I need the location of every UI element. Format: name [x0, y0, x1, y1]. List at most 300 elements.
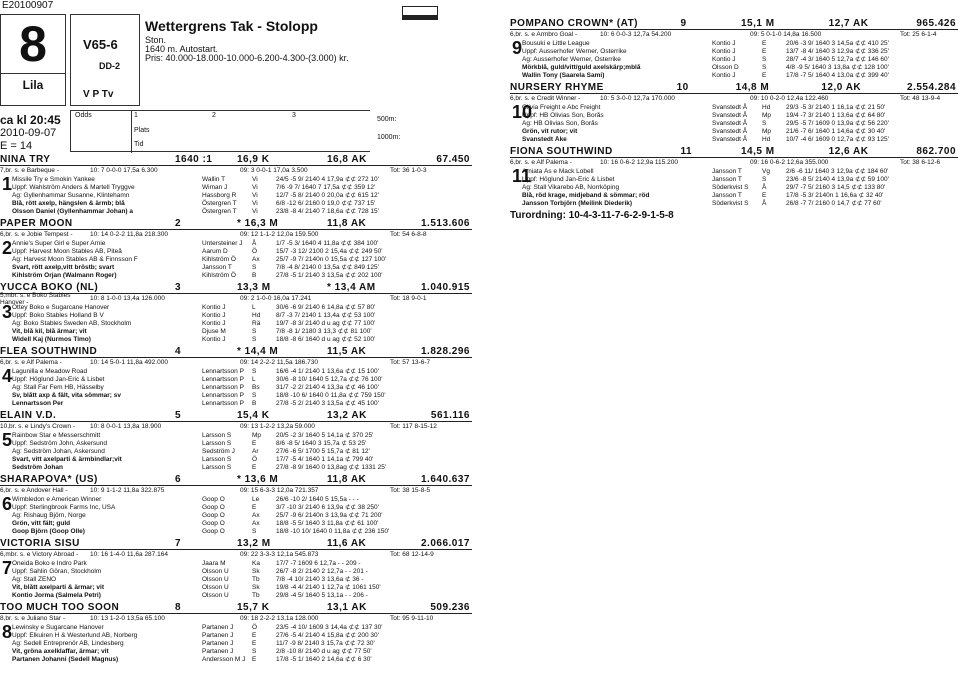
horse-lines: [522, 167, 958, 207]
row-track: S: [762, 175, 767, 183]
row-text: Äg: Stall Far Fem HB, Hässelby: [12, 383, 104, 391]
row-result: 7/8 -4 10/ 2140 3 13,6a ⊄ 36 -: [276, 576, 364, 583]
start-row: [12, 311, 472, 319]
row-text: Blå, röd krage, midjeband & sömmar; röd: [522, 191, 650, 199]
row-result: 19/7 -8 3/ 2140 d u ag ⊄⊄ 77 100': [276, 320, 376, 327]
horse-header: [510, 82, 958, 94]
start-row: [12, 247, 472, 255]
start-row: [522, 103, 958, 111]
start-row: [522, 127, 958, 135]
row-result: 19/4 -7 3/ 2140 1 13,6a ⊄⊄ 64 80': [786, 112, 886, 119]
row-result: 25/7 -9 7/ 2140n 0 15,5a ⊄⊄ 127 100': [276, 256, 387, 263]
horse-pedigree: 6,br. s. e Jobie Tempest -: [0, 231, 73, 238]
row-text: Wimbledon e American Winner: [12, 495, 102, 503]
horse-body: [0, 623, 472, 663]
row-driver: Lennartsson P: [202, 391, 244, 399]
row-result: 20/6 -3 9/ 1640 3 14,5a ⊄⊄ 410 25': [786, 40, 889, 47]
row-result: 2/8 -10 8/ 2140 d u ag ⊄⊄ 77 50': [276, 648, 372, 655]
place-col-2: 2: [212, 112, 216, 119]
horse-record-1: 14,8 M: [735, 82, 770, 93]
horse-distance: 5: [175, 410, 182, 421]
row-track: Ö: [252, 623, 258, 631]
race-line-2: 1640 m. Autostart.: [145, 44, 219, 54]
row-result: 26/8 -7 7/ 2160 0 14,7 ⊄⊄ 77 60': [786, 200, 882, 207]
horse-year-09: 09: 15 6-3-3 12,0a 721.357: [240, 487, 319, 494]
horse-year-10: 10: 7 0-0-0 17,5a 6.300: [90, 167, 158, 174]
row-track: B: [252, 271, 257, 279]
row-track: Le: [252, 495, 260, 503]
row-text: Äg: Ausserhofer Werner, Österrike: [522, 55, 621, 63]
row-driver: Sedström J: [202, 447, 235, 455]
horse-stats: [0, 614, 472, 623]
start-number: 3: [2, 302, 13, 322]
horse-record-2: 13,2 AK: [327, 410, 367, 421]
start-row: [522, 39, 958, 47]
row-result: 3/7 -10 3/ 2140 6 13,9a ⊄⊄ 38 250': [276, 504, 379, 511]
horse-name: SHARAPOVA* (US): [0, 474, 98, 485]
start-number: 2: [2, 238, 13, 258]
row-driver: Olsson D: [712, 63, 739, 71]
row-driver: Partanen J: [202, 647, 234, 655]
row-text: Vit, gröna axelklaffar, ärmar; vit: [12, 647, 109, 655]
horse-pedigree: 6,br. s. e Alf Palema -: [510, 159, 572, 166]
row-result: 6/8 -12 6/ 2160 0 19,0 ⊄⊄ 737 15': [276, 200, 376, 207]
row-track: S: [252, 327, 257, 335]
row-text: Ottey Boko e Sugarcane Hanover: [12, 303, 110, 311]
result-table: [131, 111, 371, 153]
row-driver: Kontio J: [202, 319, 226, 327]
horse-money: 67.450: [436, 154, 470, 165]
horse-lines: [12, 367, 472, 407]
row-track: Bs: [252, 383, 260, 391]
start-row: [12, 335, 472, 343]
horse-name: FLEA SOUTHWIND: [0, 346, 98, 357]
start-row: [12, 207, 472, 215]
place-col-3: 3: [292, 112, 296, 119]
horse-record-1: 15,1 M: [740, 18, 775, 29]
row-track: Mp: [762, 111, 772, 119]
row-driver: Olsson U: [202, 567, 229, 575]
horse-year-10: 10: 9 1-1-2 11,8a 322.875: [90, 487, 165, 494]
horse-distance: 7: [175, 538, 182, 549]
race-conditions: [145, 36, 349, 63]
row-result: 23/6 -8 5/ 2140 4 13,9a ⊄⊄ 59 100': [786, 176, 889, 183]
row-track: E: [762, 47, 767, 55]
row-result: 31/7 -2 2/ 2140 4 13,3a ⊄⊄ 46 100': [276, 384, 379, 391]
row-track: L: [252, 303, 256, 311]
horse-header: [0, 538, 472, 550]
horse-lines: [12, 239, 472, 279]
row-result: 7/6 -9 7/ 1640 7 17,5a ⊄⊄ 359 12': [276, 184, 376, 191]
row-track: Vi: [252, 199, 258, 207]
horse-pedigree: 6,br. s. e Armbro Goal -: [510, 31, 578, 38]
start-number: 7: [2, 558, 13, 578]
start-row: [522, 183, 958, 191]
odds-label: Odds: [75, 112, 92, 119]
row-driver: Goop O: [202, 527, 225, 535]
row-result: 19/8 -4 4/ 2140 1 12,7a ⊄ 1061 150': [276, 584, 381, 591]
start-row: [12, 391, 472, 399]
horse-year-09: 09: 18 2-2-2 13,1a 128.000: [240, 615, 319, 622]
start-row: [522, 63, 958, 71]
start-row: [522, 167, 958, 175]
start-row: [12, 431, 472, 439]
row-driver: Lennartsson P: [202, 375, 244, 383]
start-number: 10: [512, 102, 533, 122]
row-text: Grön, vit rutor; vit: [522, 127, 578, 135]
row-result: 18/8 -8 6/ 1640 d u ag ⊄⊄ 52 100': [276, 336, 376, 343]
row-track: Mp: [252, 431, 262, 439]
row-driver: Jaara M: [202, 559, 226, 567]
horse-body: [0, 559, 472, 599]
start-row: [12, 375, 472, 383]
horse-entry: [510, 146, 958, 207]
start-number: 1: [2, 174, 13, 194]
horse-name: NURSERY RHYME: [510, 82, 604, 93]
start-row: [12, 559, 472, 567]
horse-total: Tot: 18 9-0-1: [390, 295, 427, 302]
horse-entry: [510, 82, 958, 143]
row-driver: Östergren T: [202, 207, 237, 215]
places-label: Plats: [134, 127, 150, 134]
horse-total: Tot: 57 13-6-7: [390, 359, 431, 366]
start-row: [12, 327, 472, 335]
row-driver: Kontio J: [712, 55, 736, 63]
horse-lines: [522, 39, 958, 79]
row-driver: Wiman J: [202, 183, 228, 191]
row-result: 26/7 -8 2/ 2140 2 12,7a - - 201 -: [276, 567, 368, 575]
game-dd: DD-2: [99, 61, 121, 71]
horse-record-1: 13,2 M: [237, 538, 271, 549]
horse-total: Tot: 38 15-8-5: [390, 487, 431, 494]
row-result: 29/7 -7 5/ 2160 3 14,5 ⊄⊄ 133 80': [786, 184, 886, 191]
race-color: Lila: [1, 73, 65, 96]
horse-entry: [0, 602, 472, 663]
row-driver: Kihlström Ö: [202, 271, 236, 279]
horse-year-10: 10: 14 5-0-1 11,8a 492.000: [90, 359, 168, 366]
horse-record-2: 11,8 AK: [327, 474, 367, 485]
row-track: Hd: [762, 135, 771, 143]
start-row: [12, 319, 472, 327]
horse-money: 2.066.017: [421, 538, 470, 549]
start-row: [12, 567, 472, 575]
row-text: Mörkblå, guld/vitt/guld axelskärp;mblå: [522, 63, 641, 71]
horse-record-1: * 14,4 M: [237, 346, 279, 357]
row-driver: Aarum D: [202, 247, 228, 255]
horse-money: 561.116: [430, 410, 470, 421]
row-track: E: [762, 191, 767, 199]
horse-header: [0, 218, 472, 230]
start-row: [12, 639, 472, 647]
row-driver: Jansson T: [712, 191, 742, 199]
start-row: [12, 655, 472, 663]
row-text: Uppf: Ausserhofer Werner, Österrike: [522, 47, 627, 55]
horse-record-1: 15,4 K: [237, 410, 270, 421]
race-info: [0, 114, 61, 153]
row-track: S: [252, 527, 257, 535]
row-text: Blå, rött axelp, hängslen & ärmb; blå: [12, 199, 125, 207]
start-row: [12, 463, 472, 471]
row-track: E: [762, 39, 767, 47]
start-row: [12, 503, 472, 511]
row-track: Vi: [252, 191, 258, 199]
start-row: [12, 263, 472, 271]
horse-year-10: 10: 8 0-0-1 13,8a 18.900: [90, 423, 162, 430]
start-time: ca kl 20:45: [0, 113, 61, 127]
row-text: Uppf: Boko Stables Holland B V: [12, 311, 104, 319]
row-track: Tb: [252, 575, 260, 583]
row-text: Lewinsky e Sugarcane Hanover: [12, 623, 104, 631]
row-driver: Goop O: [202, 511, 225, 519]
row-result: 8/6 -8 5/ 1640 3 15,7a ⊄ 53 25': [276, 440, 367, 447]
row-text: Bousuki e Little League: [522, 39, 590, 47]
horse-lines: [522, 103, 958, 143]
horse-entry: [0, 154, 472, 215]
horse-money: 1.828.296: [421, 346, 470, 357]
race-date: 2010-09-07: [0, 127, 57, 139]
horse-entry: [0, 282, 472, 343]
horse-header: [0, 346, 472, 358]
row-text: Äg: Stall Vikarebo AB, Norrköping: [522, 183, 620, 191]
start-row: [12, 439, 472, 447]
row-track: Ka: [252, 559, 260, 567]
horse-entry: [0, 474, 472, 535]
row-driver: Kontio J: [712, 47, 736, 55]
horse-year-09: 09: 12 1-1-2 12,0a 159.500: [240, 231, 319, 238]
tv-icon: [402, 6, 438, 16]
horse-distance: 1640 :1: [175, 154, 213, 165]
row-result: 15/7 -3 12/ 2100 2 15,4a ⊄⊄ 249 50': [276, 248, 383, 255]
row-driver: Söderkvist S: [712, 199, 749, 207]
row-result: 7/8 -8 1/ 2180 3 13,3 ⊄⊄ 81 100': [276, 328, 372, 335]
row-driver: Hassborg R: [202, 191, 237, 199]
row-result: 26/6 -10 2/ 1640 5 15,5a - - -: [276, 495, 359, 503]
row-result: 25/7 -9 6/ 2140n 3 13,9a ⊄⊄ 71 200': [276, 512, 383, 519]
row-result: 1/7 -5 3/ 1640 4 11,8a ⊄⊄ 384 100': [276, 240, 379, 247]
horse-total: Tot: 68 12-14-9: [390, 551, 434, 558]
row-driver: Olsson U: [202, 583, 229, 591]
row-track: Vg: [762, 167, 770, 175]
horse-record-2: 13,1 AK: [327, 602, 367, 613]
row-text: Äg: Gyllenhammar Susanne, Klintehamn: [12, 191, 130, 199]
horse-distance: 8: [175, 602, 182, 613]
row-track: Å: [762, 183, 767, 191]
start-row: [12, 367, 472, 375]
horse-stats: [510, 94, 958, 103]
row-track: Sk: [252, 567, 260, 575]
start-number: 6: [2, 494, 13, 514]
row-text: Annie's Super Girl e Super Arnie: [12, 239, 106, 247]
horse-year-09: 09: 13 1-2-2 13,2a 59.000: [240, 423, 315, 430]
start-row: [522, 55, 958, 63]
row-driver: Lennartsson P: [202, 383, 244, 391]
horse-year-10: 10: 16 1-4-0 11,6a 287.164: [90, 551, 168, 558]
horse-entry: [0, 538, 472, 599]
row-result: 23/8 -8 4/ 2140 7 18,6a ⊄⊄ 728 15': [276, 208, 379, 215]
horse-name: YUCCA BOKO (NL): [0, 282, 99, 293]
row-text: Svanstedt Åke: [522, 135, 567, 143]
row-driver: Kontio J: [202, 303, 226, 311]
row-driver: Svanstedt Å: [712, 127, 748, 135]
row-result: 20/5 -2 3/ 1640 5 14,1a ⊄ 370 25': [276, 432, 374, 439]
row-driver: Lennartsson P: [202, 399, 244, 407]
start-row: [12, 175, 472, 183]
horse-body: [510, 167, 958, 207]
row-result: 17/7 -7 1609 6 12,7a - - 209 -: [276, 559, 361, 567]
horse-distance: 6: [175, 474, 182, 485]
row-text: Vit, blått axelparti & ärmar; vit: [12, 583, 104, 591]
row-result: 18/8 -10 6/ 1640 0 11,8a ⊄⊄ 759 150': [276, 392, 386, 399]
row-result: 21/6 -7 6/ 1640 1 14,6a ⊄⊄ 30 40': [786, 128, 886, 135]
horse-lines: [12, 559, 472, 599]
horse-lines: [12, 431, 472, 471]
row-driver: Svanstedt Å: [712, 111, 748, 119]
row-driver: Svanstedt Å: [712, 135, 748, 143]
horse-money: 2.554.284: [907, 82, 957, 93]
horses-right-column: [510, 18, 958, 221]
start-row: [12, 183, 472, 191]
row-track: Hd: [252, 311, 261, 319]
horse-pedigree: 6,br. s. e Credit Winner -: [510, 95, 581, 102]
horse-record-1: 16,9 K: [237, 154, 270, 165]
row-result: 27/8 -5 1/ 2140 3 13,5a ⊄⊄ 202 100': [276, 272, 383, 279]
row-track: Å: [762, 199, 767, 207]
horse-year-09: 09: 5 0-1-0 14,8a 16.500: [750, 31, 822, 38]
row-track: E: [252, 655, 257, 663]
time-label: Tid: [134, 141, 144, 148]
horse-record-1: * 16,3 M: [237, 218, 279, 229]
horse-entry: [0, 218, 472, 279]
row-track: Ar: [252, 447, 259, 455]
horse-year-10: 10: 5 3-0-0 12,7a 170.000: [600, 95, 675, 102]
row-text: Goop Björn (Goop Olle): [12, 527, 85, 535]
horse-pedigree: 6,mbr. s. e Victory Abroad -: [0, 551, 79, 558]
row-driver: Larsson S: [202, 455, 232, 463]
row-text: Missile Try e Smokin Yankee: [12, 175, 95, 183]
row-driver: Andersson M J: [202, 655, 246, 663]
row-track: Ax: [252, 519, 260, 527]
row-driver: Partanen J: [202, 623, 234, 631]
horse-total: Tot: 25 6-1-4: [900, 31, 937, 38]
row-driver: Jansson T: [712, 167, 742, 175]
row-result: 10/7 -4 6/ 1609 0 12,7a ⊄⊄ 93 125': [786, 136, 889, 143]
row-text: Uppf: Sterlingbrook Farms Inc, USA: [12, 503, 116, 511]
horse-distance: 4: [175, 346, 182, 357]
start-row: [12, 583, 472, 591]
race-title: Wettergrens Tak - Stolopp: [145, 18, 318, 34]
start-row: [12, 399, 472, 407]
row-driver: Kontio J: [202, 311, 226, 319]
row-driver: Olsson U: [202, 591, 229, 599]
horse-total: Tot: 36 1-0-3: [390, 167, 427, 174]
row-track: Vi: [252, 207, 258, 215]
row-result: 18/8 -10 10/ 1640 0 11,8a ⊄⊄ 236 150': [276, 528, 390, 535]
start-row: [12, 303, 472, 311]
horse-stats: [0, 291, 472, 306]
horse-pedigree: 7,br. s. e Barbeque -: [0, 167, 59, 174]
row-driver: Östergren T: [202, 199, 237, 207]
row-result: 17/8 -7 5/ 1640 4 13,0a ⊄⊄ 399 40': [786, 72, 889, 79]
horse-money: 509.236: [430, 602, 470, 613]
start-number: 4: [2, 366, 13, 386]
row-result: 30/6 -6 9/ 2140 6 14,8a ⊄⊄ 57 80': [276, 304, 376, 311]
row-track: Å: [252, 239, 257, 247]
row-track: Ö: [252, 455, 258, 463]
row-text: Svart, rött axelp,vitt bröstb; svart: [12, 263, 115, 271]
row-text: Äg: Sedell Entreprenör AB, Lindesberg: [12, 639, 124, 647]
horse-lines: [12, 303, 472, 343]
horse-pedigree: 6,br. s. e Alf Palema -: [0, 359, 62, 366]
row-result: 29/5 -5 7/ 1609 0 13,9a ⊄⊄ 56 220': [786, 120, 889, 127]
horse-body: [0, 303, 472, 343]
row-text: Uppf: Wahlström Anders & Martell Tryggve: [12, 183, 135, 191]
m1000-label: 1000m:: [377, 134, 401, 141]
horse-lines: [12, 623, 472, 663]
start-number: 5: [2, 430, 13, 450]
horse-year-09: 09: 3 0-0-1 17,0a 3.500: [240, 167, 308, 174]
row-track: S: [762, 63, 767, 71]
row-text: Äg: Harvest Moon Stables AB & Finnsson F: [12, 255, 138, 263]
start-row: [12, 239, 472, 247]
race-number-box: [0, 14, 66, 106]
horse-record-2: * 13,4 AM: [327, 282, 376, 293]
horse-year-10: 10: 13 1-2-0 13,5a 65.100: [90, 615, 165, 622]
horse-name: VICTORIA SISU: [0, 538, 80, 549]
row-track: E: [252, 439, 257, 447]
row-text: Sedström Johan: [12, 463, 63, 471]
start-row: [522, 175, 958, 183]
horse-year-09: 09: 2 1-0-0 16,0a 17.241: [240, 295, 312, 302]
row-text: Widell Kaj (Nurmos Timo): [12, 335, 91, 343]
horse-header: [0, 474, 472, 486]
game-v65: V65-6: [83, 37, 118, 52]
horse-record-2: 12,7 AK: [828, 18, 869, 29]
horse-body: [0, 431, 472, 471]
row-driver: Partanen J: [202, 639, 234, 647]
row-driver: Partanen J: [202, 631, 234, 639]
row-text: Oneida Boko e Indro Park: [12, 559, 87, 567]
row-track: S: [252, 263, 257, 271]
horse-body: [0, 495, 472, 535]
row-text: Amiata Äs e Mack Lobell: [522, 167, 594, 175]
horse-pedigree: 10,br. s. e Lindy's Crown -: [0, 423, 75, 430]
horse-pedigree: 6,br. s. e Andover Hall -: [0, 487, 68, 494]
row-result: 4/8 -9 5/ 1640 3 13,8a ⊄⊄ 128 100': [786, 64, 889, 71]
horse-stats: [0, 422, 472, 431]
row-text: Kihlström Örjan (Walmann Roger): [12, 271, 117, 279]
row-result: 16/6 -4 1/ 2140 1 13,6a ⊄⊄ 15 100': [276, 368, 379, 375]
horse-money: 1.640.637: [421, 474, 470, 485]
horse-name: PAPER MOON: [0, 218, 73, 229]
horse-distance: 3: [175, 282, 182, 293]
row-text: Sv, blått axp & fält, vita sömmar; sv: [12, 391, 121, 399]
row-driver: Jansson T: [202, 263, 232, 271]
row-track: Hd: [762, 103, 771, 111]
horse-entry: [0, 410, 472, 471]
row-track: E: [252, 503, 257, 511]
row-text: Uppf: Elkuiren H & Westerlund AB, Norberg: [12, 631, 138, 639]
horse-record-2: 12,6 AK: [828, 146, 869, 157]
horse-distance: 11: [680, 146, 693, 157]
row-result: 23/5 -4 10/ 1609 3 14,4a ⊄⊄ 137 30': [276, 624, 383, 631]
row-track: Ax: [252, 511, 260, 519]
horse-total: Tot: 54 6-8-8: [390, 231, 427, 238]
game-types-box: [70, 14, 140, 106]
horse-header: [510, 18, 958, 30]
row-result: 17/7 -5 4/ 1640 1 14,1a ⊄ 799 40': [276, 456, 374, 463]
horse-record-2: 11,5 AK: [327, 346, 367, 357]
row-track: Vi: [252, 183, 258, 191]
